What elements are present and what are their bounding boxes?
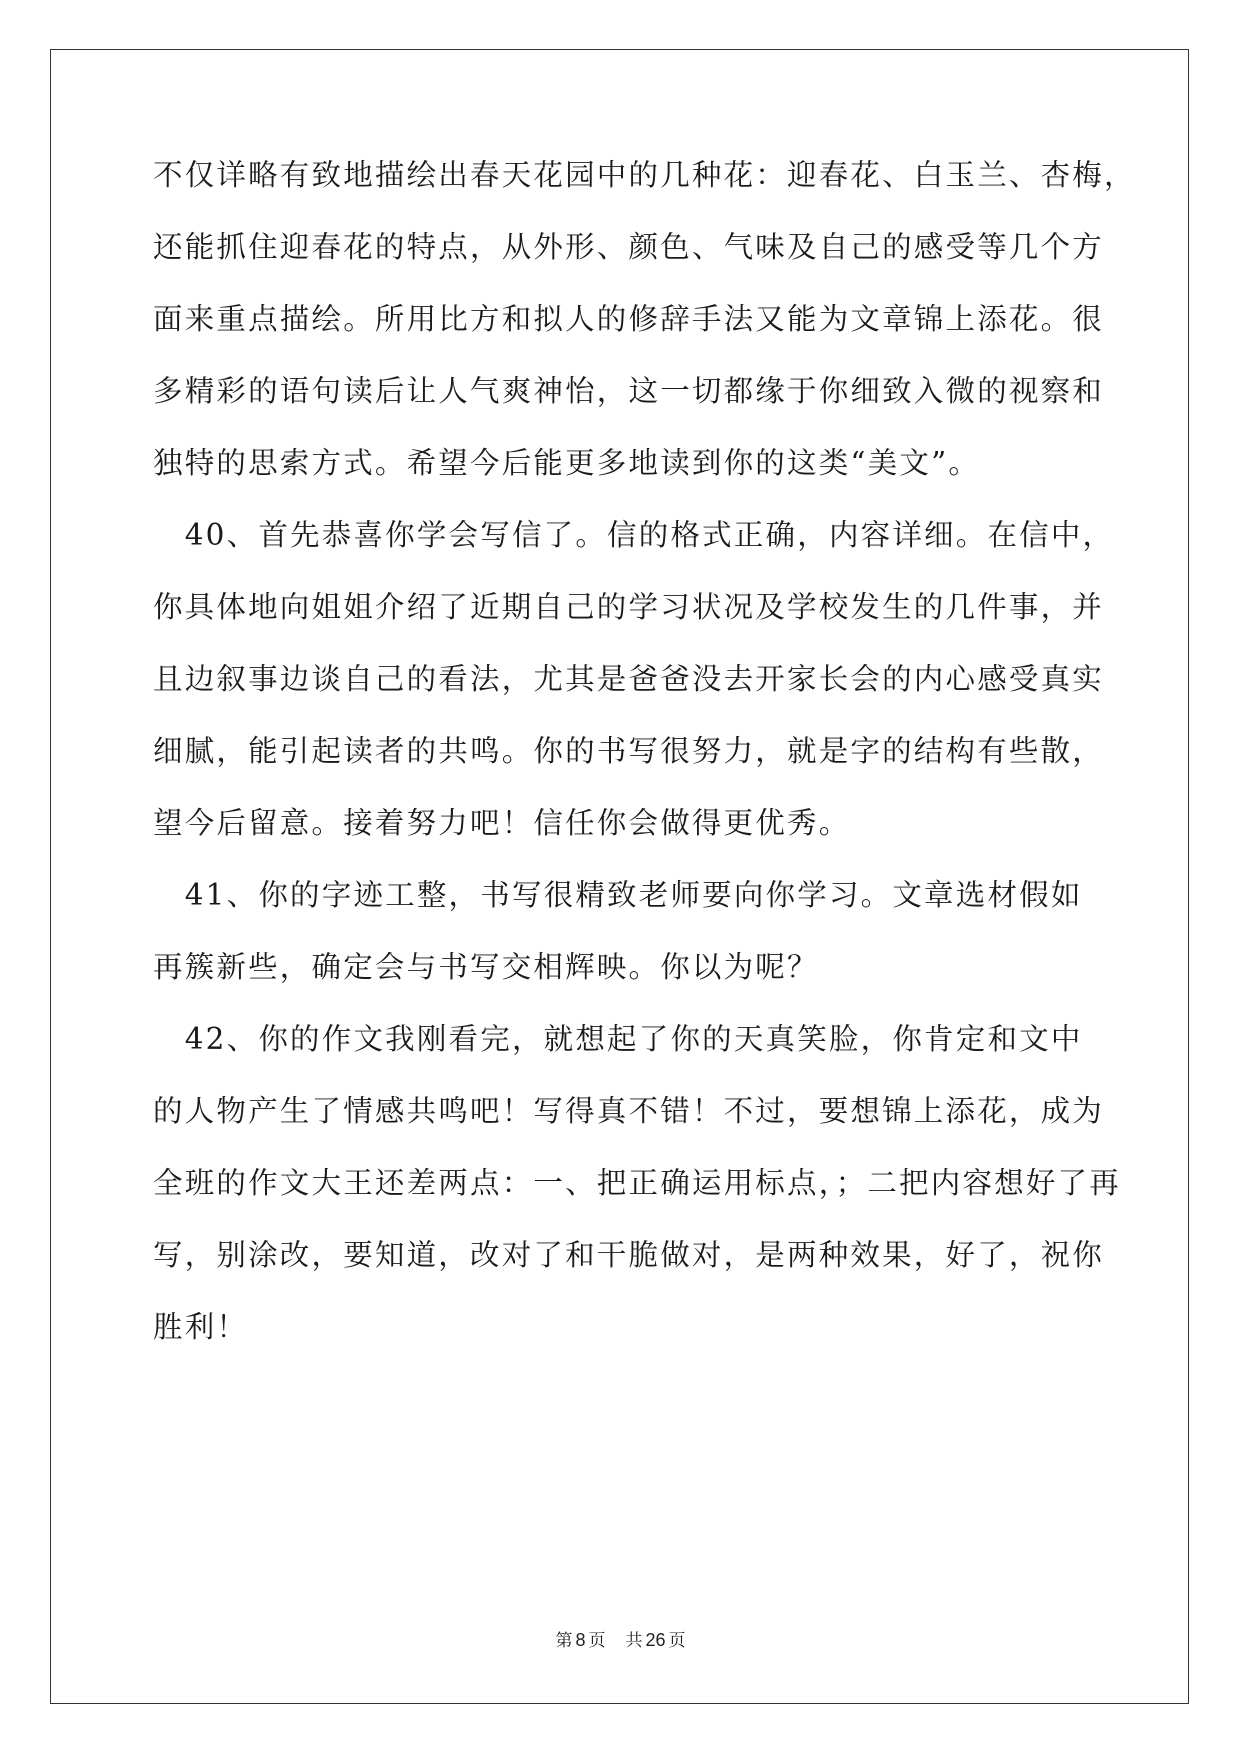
text-line: 多精彩的语句读后让人气爽神怡，这一切都缘于你细致入微的视察和 [153,374,1105,408]
page-footer [0,1629,1241,1652]
total-pages-number: 26 [645,1630,666,1650]
paragraph-42-start: 42、你的作文我刚看完，就想起了你的天真笑脸，你肯定和文中 [153,1022,1083,1056]
text-line: 独特的思索方式。希望今后能更多地读到你的这类“美文”。 [153,446,981,480]
footer-total-suffix: 页 [668,1631,686,1651]
paragraph-40-start: 40、首先恭喜你学会写信了。信的格式正确，内容详细。在信中， [153,518,1115,552]
text-line: 再簇新些，确定会与书写交相辉映。你以为呢？ [153,950,819,984]
footer-total-prefix: 共 [625,1631,643,1651]
text-line: 写，别涂改，要知道，改对了和干脆做对，是两种效果，好了，祝你 [153,1238,1105,1272]
paragraph-41-start: 41、你的字迹工整，书写很精致老师要向你学习。文章选材假如 [153,878,1083,912]
footer-prefix: 第 [555,1631,573,1651]
text-line: 细腻，能引起读者的共鸣。你的书写很努力，就是字的结构有些散， [153,734,1105,768]
text-line: 望今后留意。接着努力吧！信任你会做得更优秀。 [153,806,851,840]
text-line: 胜利！ [153,1310,249,1344]
text-line: 的人物产生了情感共鸣吧！写得真不错！不过，要想锦上添花，成为 [153,1094,1105,1128]
text-line: 不仅详略有致地描绘出春天花园中的几种花：迎春花、白玉兰、杏梅， [153,158,1136,192]
text-line: 且边叙事边谈自己的看法，尤其是爸爸没去开家长会的内心感受真实 [153,662,1105,696]
text-line: 面来重点描绘。所用比方和拟人的修辞手法又能为文章锦上添花。很 [153,302,1105,336]
current-page-number: 8 [575,1630,586,1650]
text-line: 你具体地向姐姐介绍了近期自己的学习状况及学校发生的几件事，并 [153,590,1105,624]
text-line: 全班的作文大王还差两点：一、把正确运用标点，；二把内容想好了再 [153,1166,1121,1200]
footer-page-suffix: 页 [588,1631,606,1651]
text-line: 还能抓住迎春花的特点，从外形、颜色、气味及自己的感受等几个方 [153,230,1105,264]
